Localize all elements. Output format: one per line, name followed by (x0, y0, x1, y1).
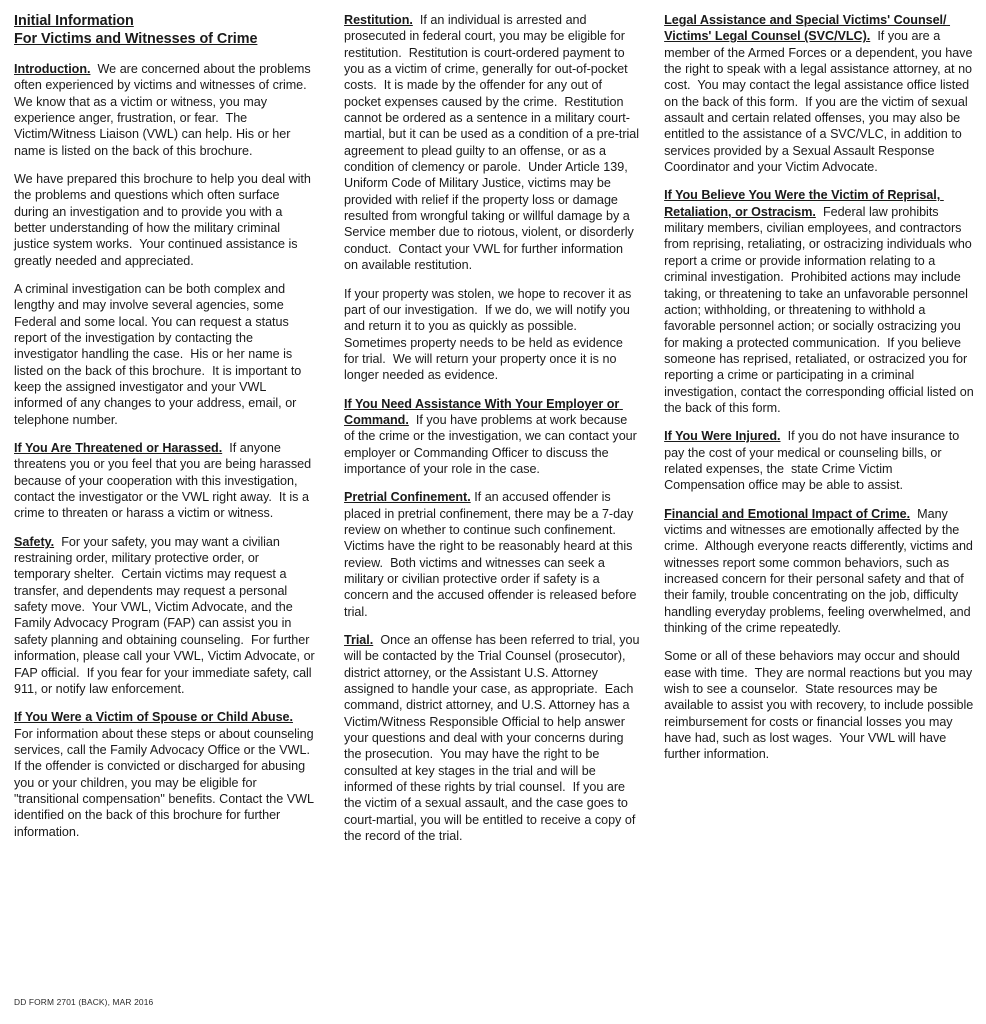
section-heading: If You Were Injured. (664, 429, 781, 444)
section-heading: If You Were a Victim of Spouse or Child Abuse. (14, 710, 293, 725)
column-two-sections (344, 12, 644, 845)
section-body: If an individual is arrested and prosecuted in federal court, you may be eligible for restitution. Restitution is court-ordered payment to you as a victim of crime, generally for out-of-pocket costs. It is made by the offender for any out of pocket expenses caused by the crime. Restitution cannot be ordered as a sentence in a military court-martial, but it can be used as a condition of a pre-trial agreement to plead guilty to an offense, or as a condition of clemency or parole. Under Article 139, Uniform Code of Military Justice, victims may be provided with relief if the property loss or damage resulted from wrongful taking or willful damage by a Service member due to riotous, violent, or disorderly conduct. Contact your VWL for further information on available restitution. (344, 13, 643, 273)
section-paragraph (344, 489, 640, 620)
section-body: If anyone threatens you or you feel that you are being harassed because of your cooperation with this investigation, contact the investigator or the VWL right away. It is a crime to threaten or harass a victim or witness. (14, 441, 315, 521)
section-paragraph (664, 648, 976, 762)
section-body: For information about these steps or about counseling services, call the Family Advocacy Office or the VWL. If the offender is convicted or discharged for abusing you or your children, you may be eligible for "transitional compensation" benefits. Contact the VWL identified on the back of this brochure for further information. (14, 710, 318, 839)
section-paragraph (344, 632, 644, 844)
section-heading: Restitution. (344, 13, 413, 27)
section-heading: Introduction. (14, 61, 91, 76)
three-column-layout (6, 12, 980, 980)
section-paragraph (14, 440, 315, 522)
section-body: Many victims and witnesses are emotionally affected by the crime. Although everyone reacts differently, victims and witnesses report some common behaviors, such as increased concern for their personal safety and that of their family, trouble concentrating on the job, difficulty handling everyday problems, feeling overwhelmed, and thinking of the crime repeatedly. (664, 506, 977, 636)
section-body: If your property was stolen, we hope to recover it as part of our investigation. If we do, we will notify you and return it to you as quickly as possible. Sometimes property needs to be held as evidence for trial. We will return your property once it is no longer needed as evidence. (344, 286, 635, 383)
page-title-line-1: Initial Information (14, 13, 134, 29)
section-paragraph (14, 281, 315, 428)
section-heading: Safety. (14, 534, 55, 549)
section-paragraph (664, 506, 976, 637)
column-three-sections (664, 12, 976, 763)
section-paragraph (14, 709, 318, 840)
section-paragraph (14, 534, 319, 697)
section-body: Federal law prohibits military members, civilian employees, and contractors from reprising, retaliating, or ostracizing individuals who report a crime or provide information relating to a criminal investigation. Prohibited actions may include taking, or threatening to take an unfavorable personnel action; withholding, or threatening to withhold a favorable personnel action; or socially ostracizing you for making a protected communication. If you believe someone has reprised, retaliated, or ostracized you for reporting a crime or participating in a criminal investigation, contact the corresponding official listed on the back of this form. (664, 204, 978, 415)
section-paragraph (14, 61, 315, 159)
section-heading: If You Need Assistance With Your Employer or Command. (344, 396, 623, 427)
section-body: If you have problems at work because of the crime or the investigation, we can contact your employer or Commanding Officer to discuss the importance of your role in the case. (344, 412, 641, 476)
section-body: We have prepared this brochure to help you deal with the problems and questions which often surface during an investigation and to provide you with a better understanding of how the military criminal justice system works. Your continued assistance is greatly needed and appreciated. (14, 171, 315, 268)
section-heading: Trial. (344, 633, 374, 648)
column-two (341, 12, 662, 845)
section-body: Some or all of these behaviors may occur and should ease with time. They are normal reactions but you may wish to see a counselor. State resources may be available to assist you with recovery, to include possible reimbursement for costs or financial losses you may have had, such as lost wages. Your VWL will have further information. (664, 649, 977, 762)
section-paragraph (344, 396, 640, 478)
section-body: If you do not have insurance to pay the cost of your medical or counseling bills, or related expenses, the state Crime Victim Compensation office may be able to assist. (664, 429, 963, 493)
page-title (14, 12, 315, 49)
section-heading: If You Are Threatened or Harassed. (14, 441, 223, 456)
page-title-line-2: For Victims and Witnesses of Crime (14, 31, 258, 48)
section-paragraph (664, 187, 976, 416)
section-heading: Financial and Emotional Impact of Crime. (664, 506, 911, 521)
section-paragraph (14, 171, 315, 269)
section-paragraph (344, 12, 643, 274)
section-paragraph (664, 12, 976, 175)
section-paragraph (344, 286, 640, 384)
section-body: If an accused offender is placed in pretrial confinement, there may be a 7-day review on whether to continue such confinement. Victims have the right to be reasonably heard at this review. Both victims and witnesses can seek a military or civilian protective order if safety is a concern and the accused offender is released before trial. (344, 490, 641, 619)
section-body: Once an offense has been referred to trial, you will be contacted by the Trial Counsel (prosecutor), district attorney, or the Assistant U.S. Attorney assigned to handle your case, as appropriate. Each command, district attorney, and U.S. Attorney has a Victim/Witness Responsible Official to help answer your questions and deal with your concerns during the prosecution. You may have the right to be consulted at key stages in the trial and will be informed of these rights by trial counsel. If you are the victim of a sexual assault, and the case goes to court-martial, you will be entitled to receive a copy of the record of the trial. (344, 633, 644, 844)
column-one-sections (14, 61, 319, 840)
section-body: A criminal investigation can be both complex and lengthy and may involve several agencies, some Federal and some local. You can request a status report of the investigation by contacting the investigator handling the case. His or her name is listed on the back of this brochure. It is important to keep the assigned investigator and your VWL informed of any changes to your address, email, or telephone number. (14, 281, 305, 427)
section-body: We are concerned about the problems often experienced by victims and witnesses of crime. We know that as a victim or witness, you may experience anger, frustration, or fear. The Victim/Witness Liaison (VWL) can help. His or her name is listed on the back of this brochure. (14, 61, 315, 158)
column-one (6, 12, 341, 840)
section-heading: Pretrial Confinement. (344, 490, 471, 505)
section-heading: If You Believe You Were the Victim of Reprisal, Retaliation, or Ostracism. (664, 188, 944, 219)
section-heading: Legal Assistance and Special Victims' Counsel/ Victims' Legal Counsel (SVC/VLC). (664, 13, 951, 44)
form-number-footer: DD FORM 2701 (BACK), MAR 2016 (14, 997, 154, 1007)
section-body: For your safety, you may want a civilian restraining order, military protective order, or temporary shelter. Certain victims may request a transfer, and dependents may request a personal safety move. Your VWL, Victim Advocate, and the Family Advocacy Program (FAP) can assist you in safety planning and obtaining counseling. For further information, please call your VWL, Victim Advocate, or FAP official. If you fear for your immediate safety, call 911, or notify law enforcement. (14, 534, 319, 696)
section-paragraph (664, 428, 976, 493)
section-body: If you are a member of the Armed Forces or a dependent, you have the right to speak with a legal assistance attorney, at no cost. You may contact the legal assistance office listed on the back of this form. If you are the victim of sexual assault and certain related offenses, you may also be entitled to the assistance of a SVC/VLC, in addition to services provided by a Sexual Assault Response Coordinator and your Victim Advocate. (664, 29, 976, 175)
column-three (662, 12, 980, 763)
